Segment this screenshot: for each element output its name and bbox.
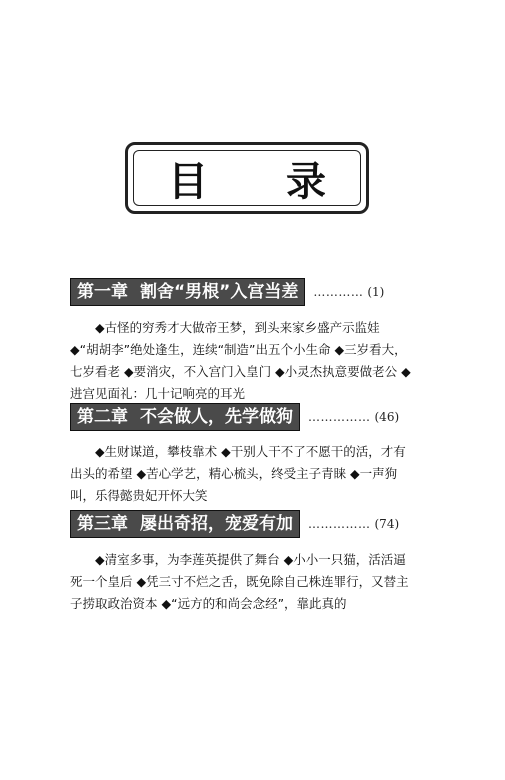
chapter-1-number: 第一章 [77, 282, 128, 302]
chapter-3-summary: ◆清室多事，为李莲英提供了舞台 ◆小小一只猫，活活逼死一个皇后 ◆凭三寸不烂之舌，既免除自己株连罪行，又替主子捞取政治资本 ◆“远方的和尚会念经”，靠此真的 [70, 552, 409, 611]
toc-title: 目录 [168, 158, 404, 205]
chapter-2-leader: …………… [308, 410, 371, 424]
chapter-3-title-bar [70, 510, 300, 538]
chapter-1-leader: ………… [313, 285, 364, 299]
chapter-3-number: 第三章 [77, 514, 128, 534]
toc-title-inner-frame [133, 150, 404, 206]
chapter-1-title-bar [70, 278, 305, 306]
chapter-1-heading[interactable] [70, 278, 384, 306]
chapter-1-page: (1) [367, 285, 385, 299]
chapter-2-page: (46) [374, 410, 400, 424]
chapter-3-heading[interactable] [70, 510, 399, 538]
chapter-2-title-bar [70, 403, 300, 431]
chapter-2-summary: ◆生财谋道，攀枝靠术 ◆干别人干不了不愿干的活，才有出头的希望 ◆苦心学艺，精心梳头，终受主子青睐 ◆一声狗叫，乐得懿贵妃开怀大笑 [70, 444, 406, 503]
toc-title-frame [125, 142, 404, 214]
chapter-2-number: 第二章 [77, 407, 128, 427]
chapter-1-title: 割舍“男根”入宫当差 [140, 282, 299, 302]
chapter-3-leader: …………… [308, 517, 371, 531]
chapter-2-heading[interactable] [70, 403, 399, 431]
chapter-2-title: 不会做人，先学做狗 [140, 407, 293, 427]
chapter-1-summary: ◆古怪的穷秀才大做帝王梦，到头来家乡盛产示监娃 ◆“胡胡李”绝处逢生，连续“制造”出五个小生命 ◆三岁看大，七岁看老 ◆要消灾，不入宫门入皇门 ◆小灵杰执意要做老公 ◆进宫见面礼：几十记响亮的耳光 [70, 320, 411, 401]
chapter-3-page: (74) [374, 517, 400, 531]
chapter-3-title: 屡出奇招，宠爱有加 [140, 514, 293, 534]
